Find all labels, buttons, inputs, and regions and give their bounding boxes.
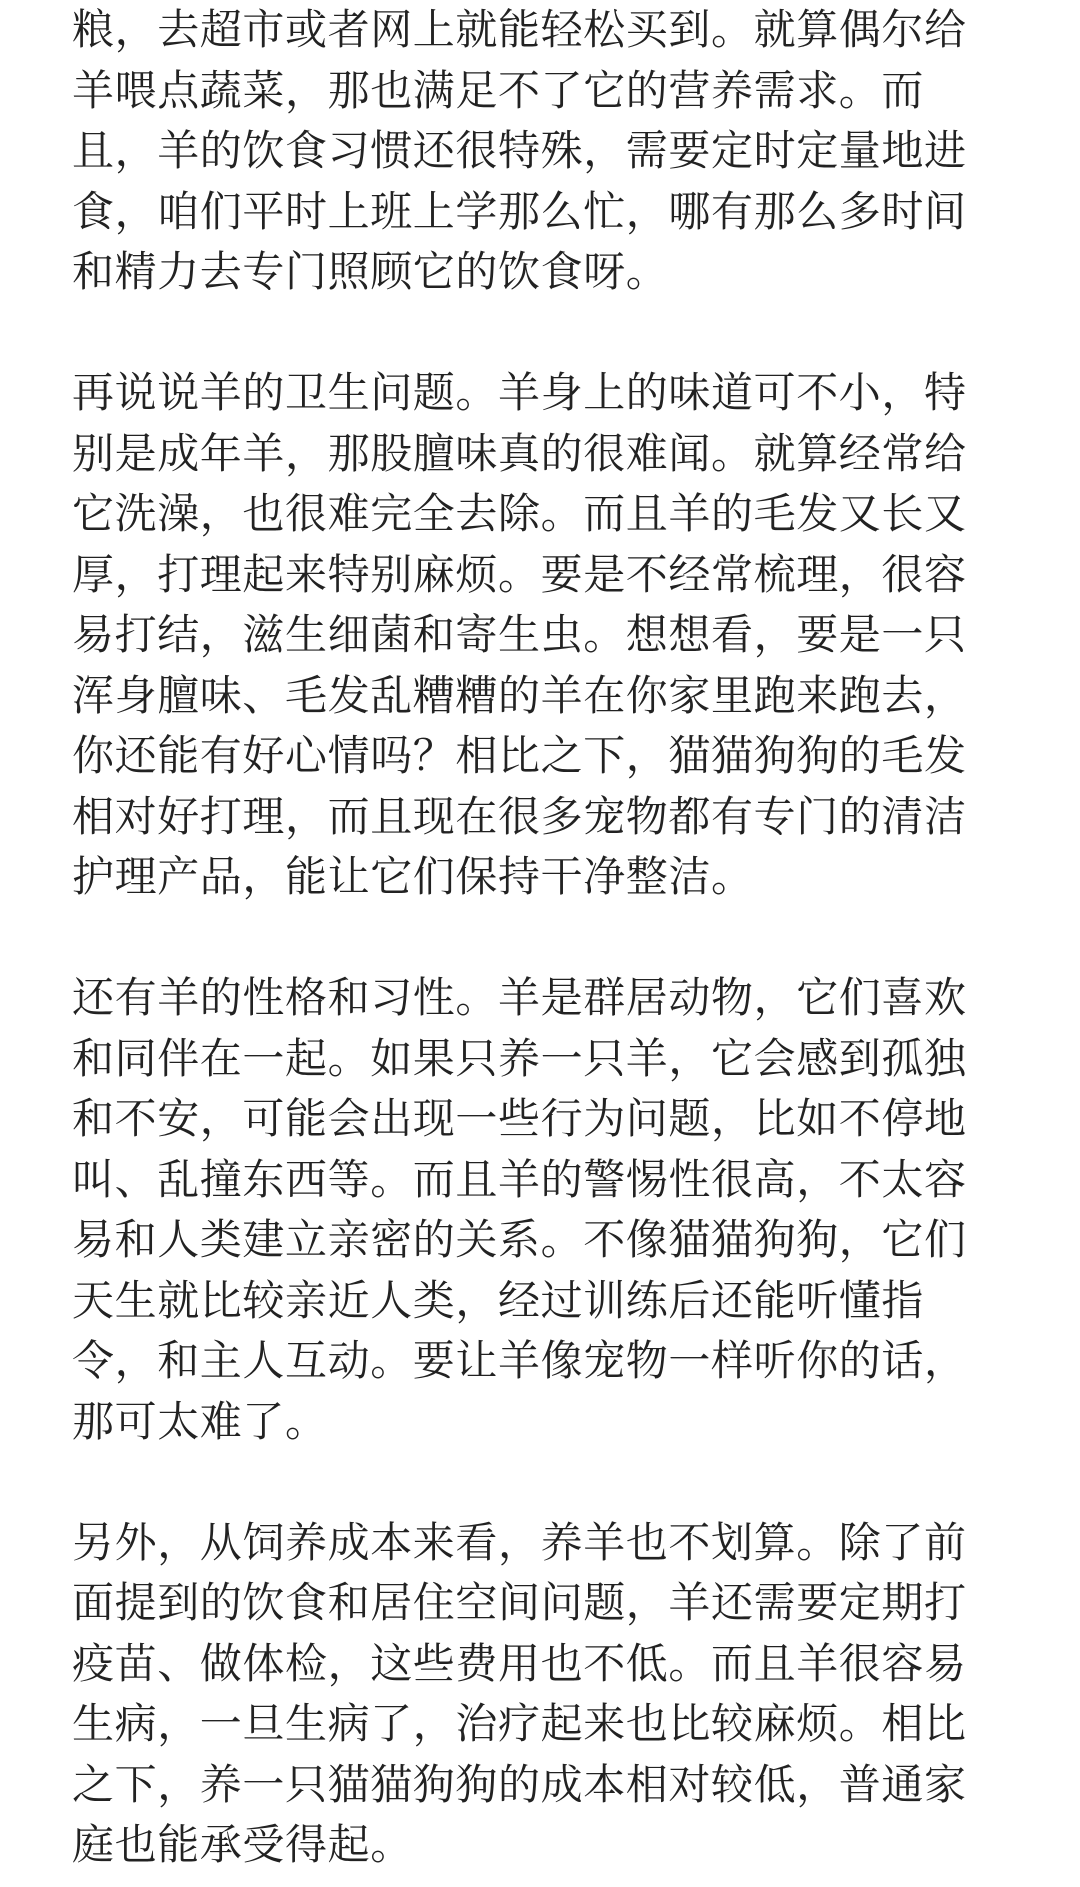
text-line: 另外，从饲养成本来看，养羊也不划算。除了前 — [72, 1517, 967, 1567]
text-line: 和不安，可能会出现一些行为问题，比如不停地 — [72, 1094, 967, 1143]
text-line: 和精力去专门照顾它的饮食呀。 — [72, 247, 669, 296]
text-line: 之下，养一只猫猫狗狗的成本相对较低，普通家 — [72, 1759, 967, 1809]
paragraph-hygiene — [72, 363, 992, 908]
text-line: 生病，一旦生病了，治疗起来也比较麻烦。相比 — [72, 1699, 967, 1748]
text-line: 厚，打理起来特别麻烦。要是不经常梳理，很容 — [72, 549, 967, 599]
text-line: 浑身膻味、毛发乱糟糟的羊在你家里跑来跑去， — [72, 670, 967, 720]
text-line: 别是成年羊，那股膻味真的很难闻。就算经常给 — [72, 428, 967, 478]
text-line: 相对好打理，而且现在很多宠物都有专门的清洁 — [72, 791, 967, 841]
text-line: 令，和主人互动。要让羊像宠物一样听你的话， — [72, 1336, 967, 1385]
text-line: 还有羊的性格和习性。羊是群居动物，它们喜欢 — [72, 973, 967, 1022]
text-line: 疫苗、做体检，这些费用也不低。而且羊很容易 — [72, 1638, 967, 1688]
text-line: 羊喂点蔬菜，那也满足不了它的营养需求。而 — [72, 65, 925, 115]
text-line: 易和人类建立亲密的关系。不像猫猫狗狗，它们 — [72, 1215, 967, 1264]
text-line: 天生就比较亲近人类，经过训练后还能听懂指 — [72, 1275, 925, 1325]
paragraph-spacer — [72, 908, 992, 969]
text-line: 叫、乱撞东西等。而且羊的警惕性很高，不太容 — [72, 1154, 967, 1204]
paragraph-temperament — [72, 968, 992, 1452]
paragraph-spacer — [72, 1452, 992, 1513]
paragraph-cost — [72, 1513, 992, 1876]
text-line: 易打结，滋生细菌和寄生虫。想想看，要是一只 — [72, 610, 967, 659]
text-line: 且，羊的饮食习惯还很特殊，需要定时定量地进 — [72, 126, 967, 175]
text-line: 那可太难了。 — [72, 1396, 328, 1446]
text-line: 面提到的饮食和居住空间问题，羊还需要定期打 — [72, 1578, 967, 1627]
paragraph-spacer — [72, 303, 992, 364]
text-line: 食，咱们平时上班上学那么忙，哪有那么多时间 — [72, 186, 967, 236]
text-line: 粮，去超市或者网上就能轻松买到。就算偶尔给 — [72, 5, 967, 54]
text-line: 庭也能承受得起。 — [72, 1820, 413, 1869]
text-line: 再说说羊的卫生问题。羊身上的味道可不小，特 — [72, 368, 967, 417]
text-line: 和同伴在一起。如果只养一只羊，它会感到孤独 — [72, 1033, 967, 1083]
text-line: 它洗澡，也很难完全去除。而且羊的毛发又长又 — [72, 489, 967, 538]
paragraph-feeding — [72, 0, 992, 303]
text-line: 你还能有好心情吗？相比之下，猫猫狗狗的毛发 — [72, 731, 967, 780]
article-body — [72, 0, 992, 1876]
text-line: 护理产品，能让它们保持干净整洁。 — [72, 852, 754, 901]
